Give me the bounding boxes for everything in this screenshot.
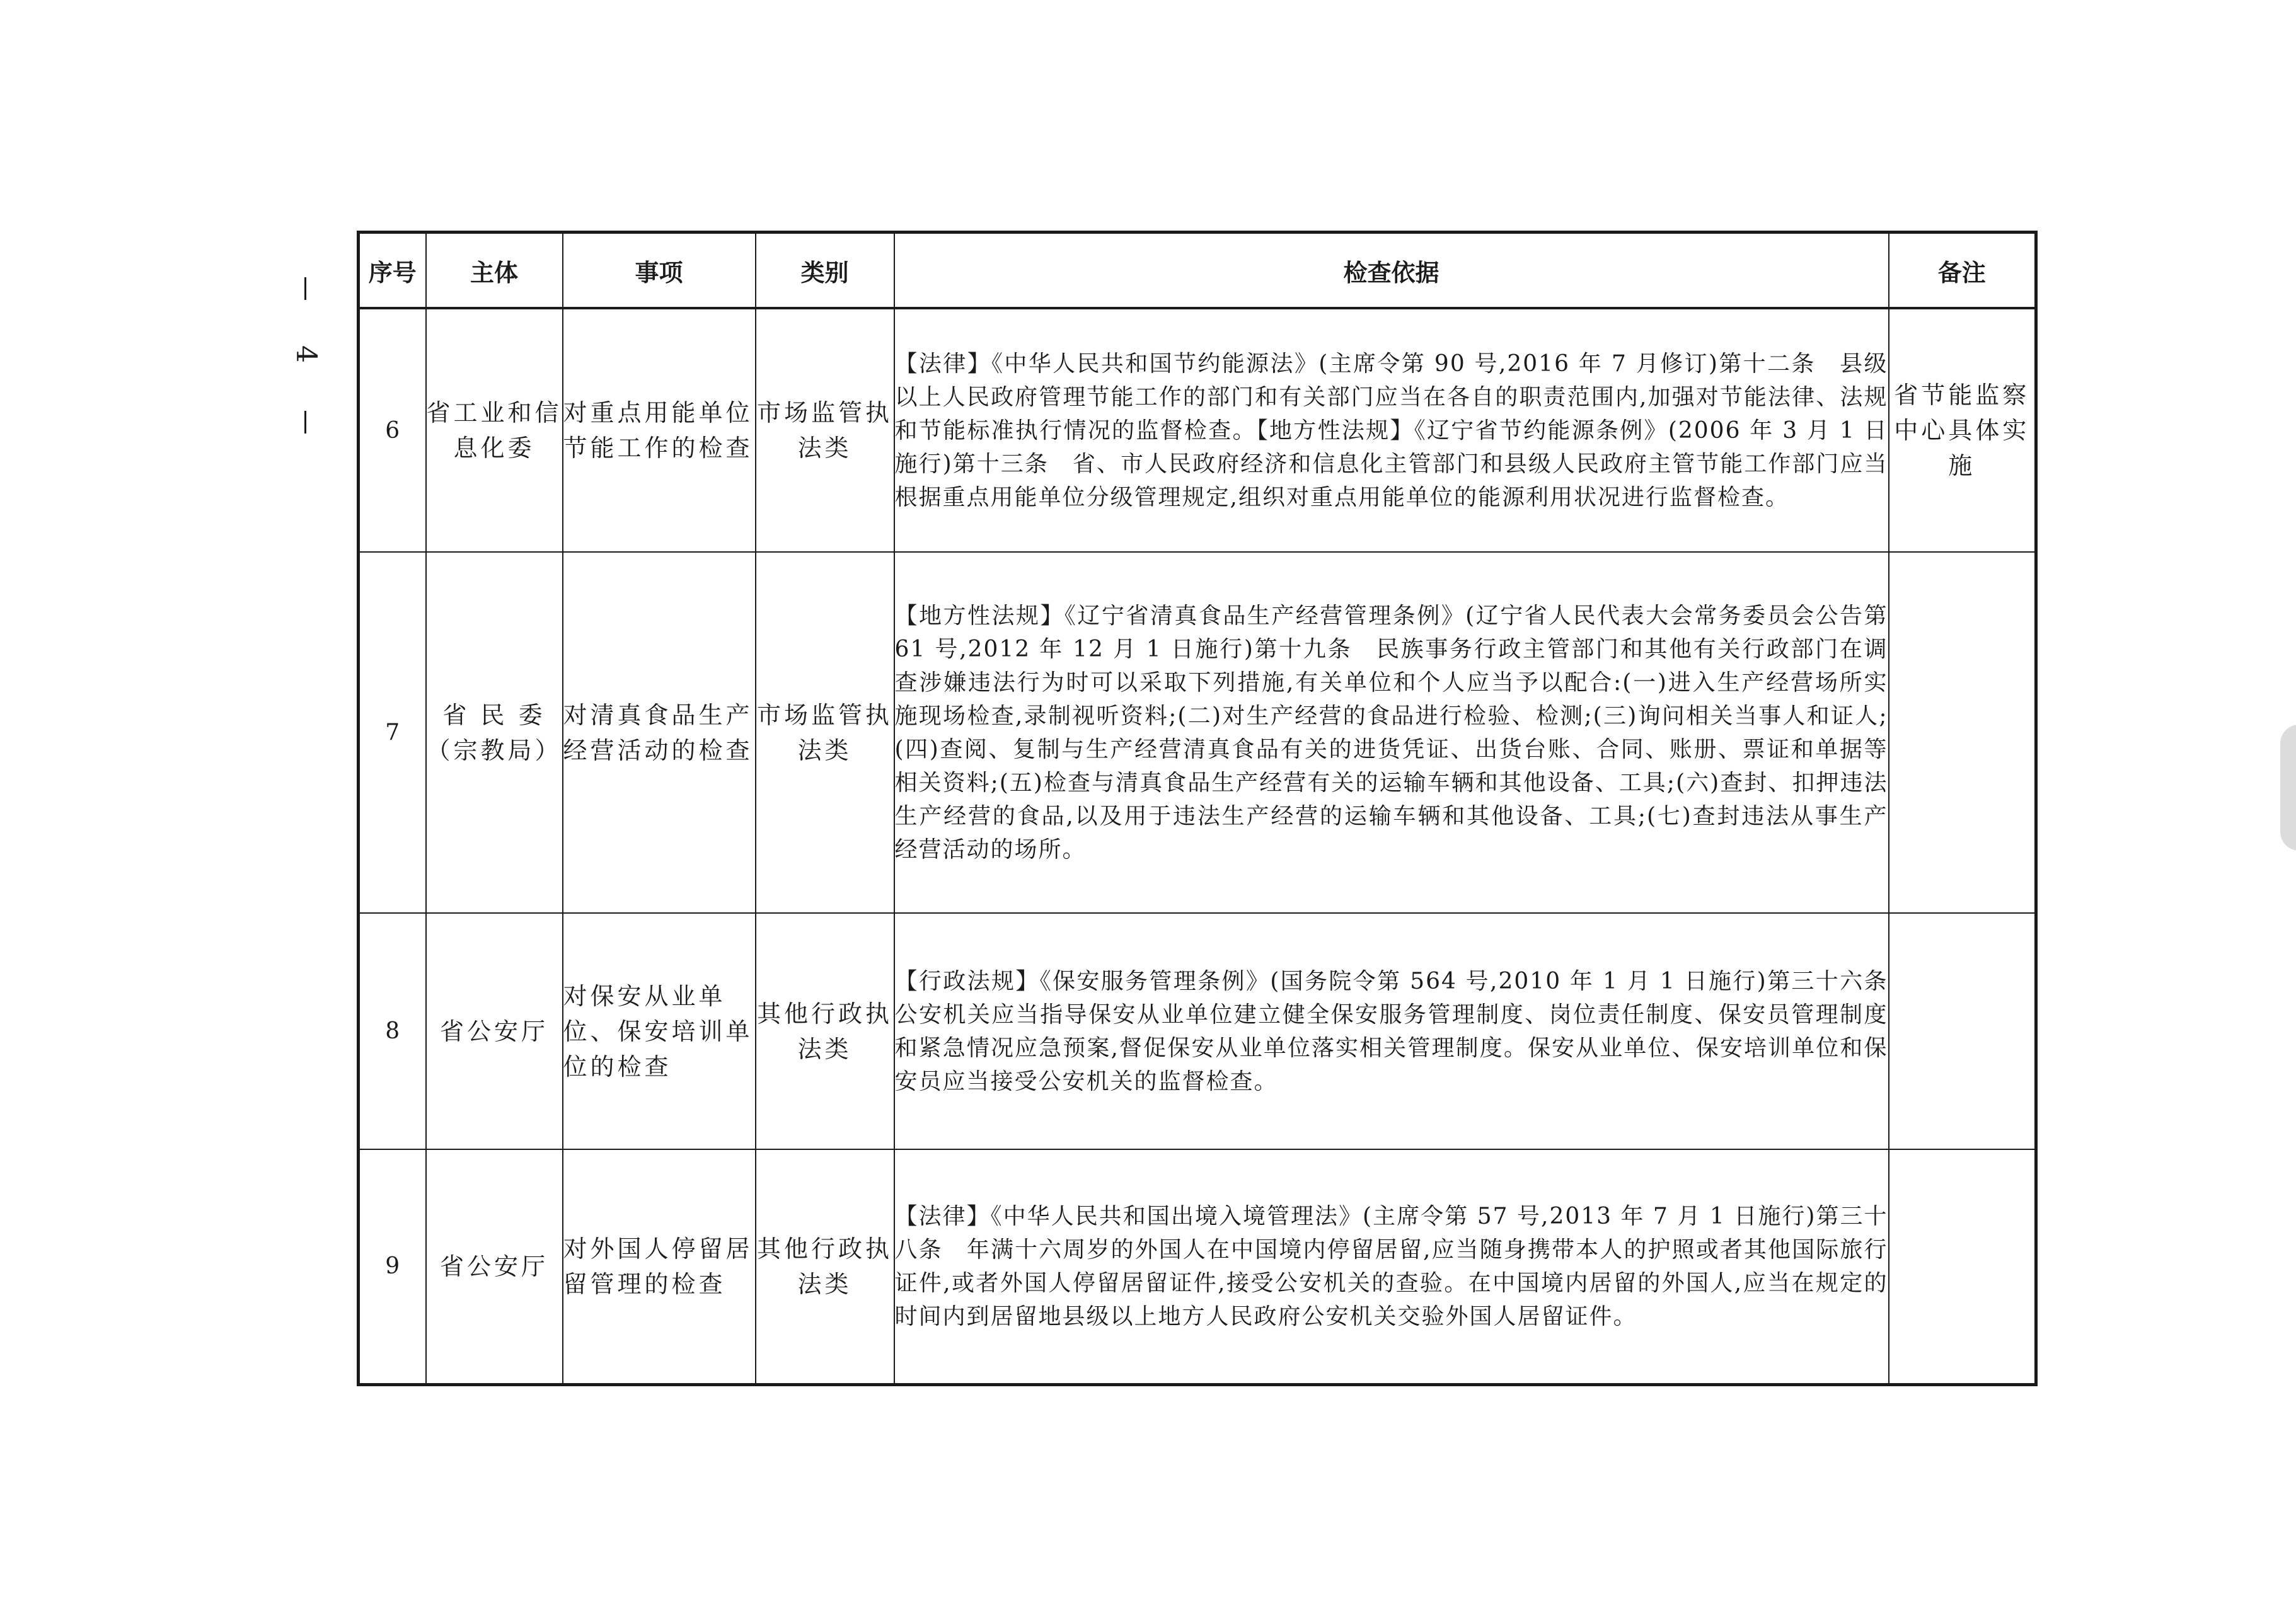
table-row	[359, 1149, 2036, 1384]
table-header-row	[359, 233, 2036, 309]
header-basis: 检查依据	[894, 233, 1889, 309]
page-number	[290, 277, 322, 435]
row-item: 对外国人停留居留管理的检查	[563, 1149, 756, 1384]
row-subject: 省工业和信息化委	[426, 308, 563, 552]
page-number-dash-bottom	[304, 411, 306, 434]
row-basis: 【法律】《中华人民共和国节约能源法》(主席令第 90 号,2016 年 7 月修订)第十二条 县级以上人民政府管理节能工作的部门和有关部门应当在各自的职责范围内,加强对节能法律、法规和节能标准执行情况的监督检查。【地方性法规】《辽宁省节约能源条例》(2006 年 3 月 1 日施行)第十三条 省、市人民政府经济和信息化主管部门和县级人民政府主管节能工作部门应当根据重点用能单位分级管理规定,组织对重点用能单位的能源利用状况进行监督检查。	[894, 308, 1889, 552]
table-row	[359, 913, 2036, 1149]
row-item: 对清真食品生产经营活动的检查	[563, 552, 756, 913]
row-index: 8	[359, 913, 426, 1149]
page-number-text: 4	[290, 345, 322, 363]
row-category: 市场监管执法类	[756, 308, 894, 552]
row-remark	[1889, 913, 2036, 1149]
header-item: 事项	[563, 233, 756, 309]
page-number-dash-top	[304, 277, 306, 300]
row-basis: 【法律】《中华人民共和国出境入境管理法》(主席令第 57 号,2013 年 7 月 1 日施行)第三十八条 年满十六周岁的外国人在中国境内停留居留,应当随身携带本人的护照或者其他国际旅行证件,或者外国人停留居留证件,接受公安机关的查验。在中国境内居留的外国人,应当在规定的时间内到居留地县级以上地方人民政府公安机关交验外国人居留证件。	[894, 1149, 1889, 1384]
row-subject: 省 民 委（宗教局）	[426, 552, 563, 913]
row-index: 9	[359, 1149, 426, 1384]
row-category: 市场监管执法类	[756, 552, 894, 913]
row-category: 其他行政执法类	[756, 1149, 894, 1384]
header-remark: 备注	[1889, 233, 2036, 309]
header-subject: 主体	[426, 233, 563, 309]
table-row	[359, 308, 2036, 552]
inspection-table	[357, 231, 2038, 1386]
row-index: 6	[359, 308, 426, 552]
row-item: 对重点用能单位节能工作的检查	[563, 308, 756, 552]
row-category: 其他行政执法类	[756, 913, 894, 1149]
row-basis: 【地方性法规】《辽宁省清真食品生产经营管理条例》(辽宁省人民代表大会常务委员会公告第 61 号,2012 年 12 月 1 日施行)第十九条 民族事务行政主管部门和其他有关行政部门在调查涉嫌违法行为时可以采取下列措施,有关单位和个人应当予以配合:(一)进入生产经营场所实施现场检查,录制视听资料;(二)对生产经营的食品进行检验、检测;(三)询问相关当事人和证人;(四)查阅、复制与生产经营清真食品有关的进货凭证、出货台账、合同、账册、票证和单据等相关资料;(五)检查与清真食品生产经营有关的运输车辆和其他设备、工具;(六)查封、扣押违法生产经营的食品,以及用于违法生产经营的运输车辆和其他设备、工具;(七)查封违法从事生产经营活动的场所。	[894, 552, 1889, 913]
scan-edge-mark	[2280, 725, 2296, 851]
header-category: 类别	[756, 233, 894, 309]
row-remark	[1889, 1149, 2036, 1384]
row-remark: 省节能监察中心具体实施	[1889, 308, 2036, 552]
table-row	[359, 552, 2036, 913]
row-subject: 省公安厅	[426, 913, 563, 1149]
row-item: 对保安从业单位、保安培训单位的检查	[563, 913, 756, 1149]
row-basis: 【行政法规】《保安服务管理条例》(国务院令第 564 号,2010 年 1 月 1 日施行)第三十六条 公安机关应当指导保安从业单位建立健全保安服务管理制度、岗位责任制度、保安员管理制度和紧急情况应急预案,督促保安从业单位落实相关管理制度。保安从业单位、保安培训单位和保安员应当接受公安机关的监督检查。	[894, 913, 1889, 1149]
row-index: 7	[359, 552, 426, 913]
row-subject: 省公安厅	[426, 1149, 563, 1384]
row-remark	[1889, 552, 2036, 913]
header-index: 序号	[359, 233, 426, 309]
